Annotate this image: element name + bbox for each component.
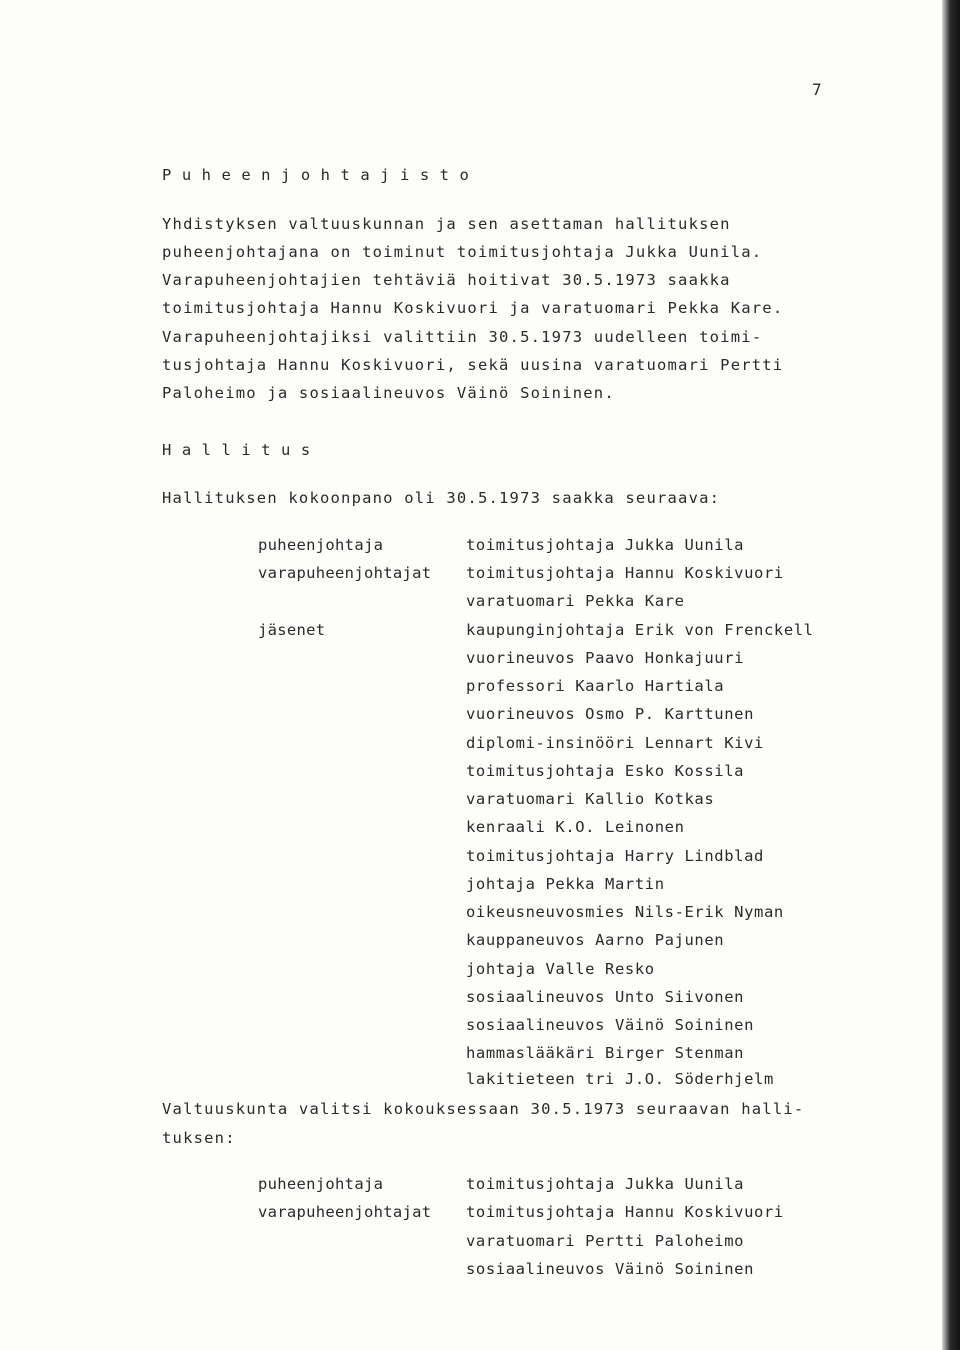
label-members: jäsenet	[258, 621, 326, 639]
vice-chair-name: toimitusjohtaja Hannu Koskivuori	[466, 1203, 784, 1221]
chair-name: toimitusjohtaja Jukka Uunila	[466, 536, 745, 554]
member-name: diplomi-insinööri Lennart Kivi	[466, 734, 764, 752]
member-name: johtaja Pekka Martin	[466, 875, 665, 893]
paragraph-line: tusjohtaja Hannu Koskivuori, sekä uusina varatuomari Pertti	[162, 356, 784, 374]
member-name: lakitieteen tri J.O. Söderhjelm	[466, 1070, 774, 1088]
paragraph-line: Varapuheenjohtajien tehtäviä hoitivat 30.5.1973 saakka	[162, 271, 731, 289]
paragraph-line: puheenjohtajana on toiminut toimitusjohtaja Jukka Uunila.	[162, 243, 763, 261]
paragraph-line: tuksen:	[162, 1129, 236, 1147]
page-number: 7	[812, 80, 822, 99]
member-name: varatuomari Kallio Kotkas	[466, 790, 715, 808]
chair-name: toimitusjohtaja Jukka Uunila	[466, 1175, 745, 1193]
section-heading-puheenjohtajisto: Puheenjohtajisto	[162, 166, 480, 184]
label-chair: puheenjohtaja	[258, 536, 384, 554]
member-name: vuorineuvos Osmo P. Karttunen	[466, 705, 755, 723]
paragraph-line: Paloheimo ja sosiaalineuvos Väinö Soininen.	[162, 384, 615, 402]
paragraph-line: Yhdistyksen valtuuskunnan ja sen asettaman hallituksen	[162, 215, 731, 233]
member-name: professori Kaarlo Hartiala	[466, 677, 725, 695]
label-vice-chairs: varapuheenjohtajat	[258, 1203, 432, 1221]
member-name: vuorineuvos Paavo Honkajuuri	[466, 649, 745, 667]
member-name: hammaslääkäri Birger Stenman	[466, 1044, 745, 1062]
member-name: sosiaalineuvos Unto Siivonen	[466, 988, 745, 1006]
vice-chair-name: varatuomari Pekka Kare	[466, 592, 685, 610]
vice-chair-name: sosiaalineuvos Väinö Soininen	[466, 1260, 755, 1278]
member-name: toimitusjohtaja Harry Lindblad	[466, 847, 764, 865]
member-name: kenraali K.O. Leinonen	[466, 818, 685, 836]
scan-edge-shadow	[942, 0, 960, 1350]
vice-chair-name: toimitusjohtaja Hannu Koskivuori	[466, 564, 784, 582]
member-name: oikeusneuvosmies Nils-Erik Nyman	[466, 903, 784, 921]
paragraph-line: toimitusjohtaja Hannu Koskivuori ja varatuomari Pekka Kare.	[162, 299, 784, 317]
member-name: toimitusjohtaja Esko Kossila	[466, 762, 745, 780]
member-name: sosiaalineuvos Väinö Soininen	[466, 1016, 755, 1034]
member-name: kauppaneuvos Aarno Pajunen	[466, 931, 725, 949]
section-heading-hallitus: Hallitus	[162, 441, 321, 459]
member-name: kaupunginjohtaja Erik von Frenckell	[466, 621, 814, 639]
board-intro: Hallituksen kokoonpano oli 30.5.1973 saakka seuraava:	[162, 489, 721, 507]
paragraph-line: Valtuuskunta valitsi kokouksessaan 30.5.1973 seuraavan halli-	[162, 1100, 805, 1118]
label-vice-chairs: varapuheenjohtajat	[258, 564, 432, 582]
label-chair: puheenjohtaja	[258, 1175, 384, 1193]
paragraph-line: Varapuheenjohtajiksi valittiin 30.5.1973 uudelleen toimi-	[162, 328, 763, 346]
member-name: johtaja Valle Resko	[466, 960, 655, 978]
vice-chair-name: varatuomari Pertti Paloheimo	[466, 1232, 745, 1250]
